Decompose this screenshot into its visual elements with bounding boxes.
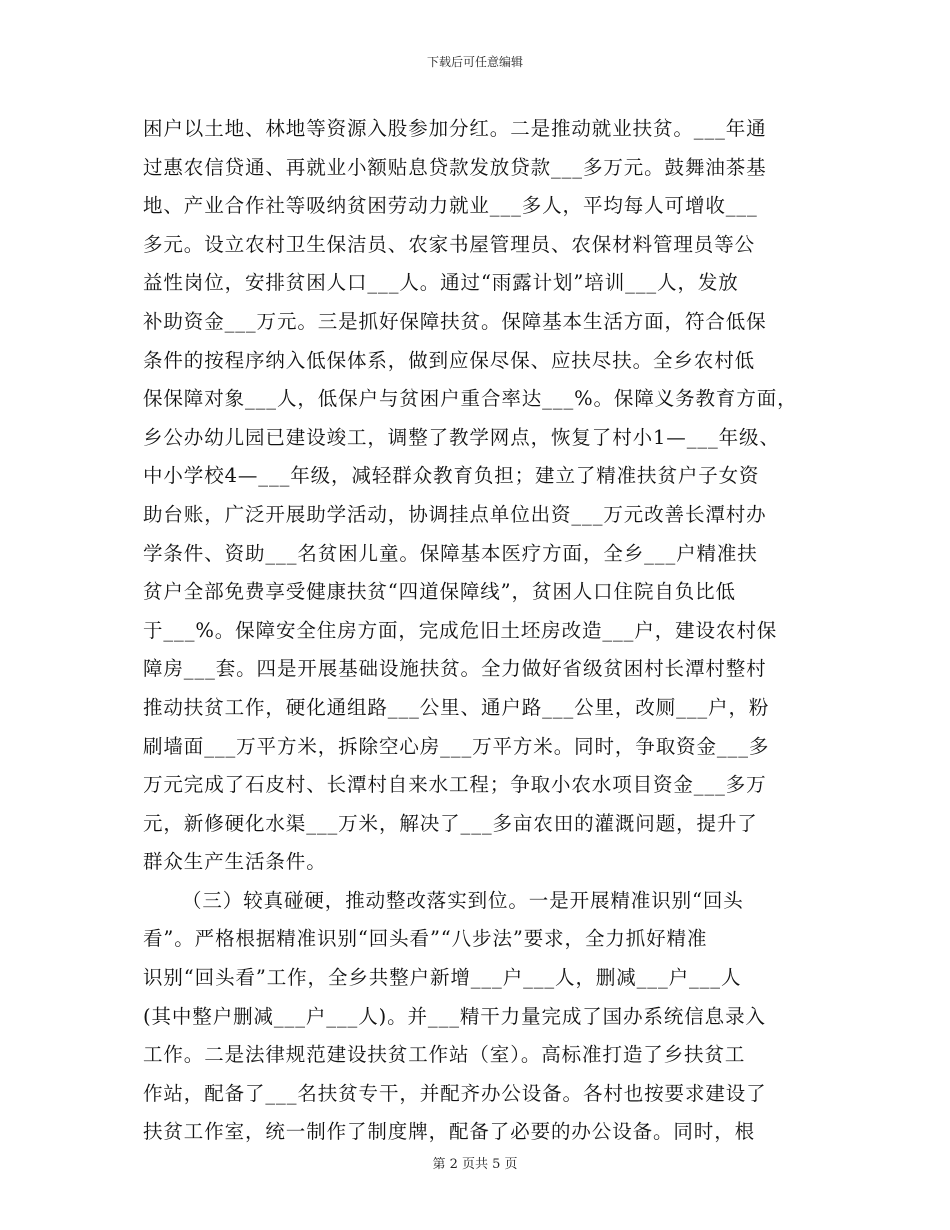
text-line: 刷墙面___万平方米，拆除空心房___万平方米。同时，争取资金___多 bbox=[143, 734, 770, 758]
text-line: 保保障对象___人，低保户与贫困户重合率达___%。保障义务教育方面， bbox=[143, 387, 798, 411]
text-line: 于___%。保障安全住房方面，完成危旧土坯房改造___户，建设农村保 bbox=[143, 618, 778, 642]
text-line: 推动扶贫工作，硬化通组路___公里、通户路___公里，改厕___户，粉 bbox=[143, 695, 770, 719]
text-line: 看”。严格根据精准识别“回头看”“八步法”要求，全力抓好精准 bbox=[143, 927, 708, 951]
text-line: 过惠农信贷通、再就业小额贴息贷款发放贷款___多万元。鼓舞油茶基 bbox=[143, 155, 767, 179]
text-line: 作站，配备了___名扶贫专干，并配齐办公设备。各村也按要求建设了 bbox=[143, 1081, 767, 1105]
page-number: 第 2 页共 5 页 bbox=[432, 1157, 518, 1172]
text-line: 贫户全部免费享受健康扶贫“四道保障线”，贫困人口住院自负比低 bbox=[143, 580, 736, 604]
text-line: 地、产业合作社等吸纳贫困劳动力就业___多人，平均每人可增收___ bbox=[143, 194, 758, 218]
page-header: 下载后可任意编辑 bbox=[426, 55, 523, 69]
section-heading-line: （三）较真碰硬，推动整改落实到位。一是开展精准识别“回头 bbox=[182, 888, 744, 912]
text-line: 助台账，广泛开展助学活动，协调挂点单位出资___万元改善长潭村办 bbox=[143, 502, 767, 526]
text-line: 多元。设立农村卫生保洁员、农家书屋管理员、农保材料管理员等公 bbox=[143, 232, 756, 256]
text-line: 群众生产生活条件。 bbox=[143, 850, 327, 874]
text-line: 工作。二是法律规范建设扶贫工作站（室）。高标准打造了乡扶贫工 bbox=[143, 1043, 746, 1067]
text-line: (其中整户删减___户___人)。并___精干力量完成了国办系统信息录入 bbox=[143, 1004, 766, 1028]
text-line: 扶贫工作室，统一制作了制度牌，配备了必要的办公设备。同时，根 bbox=[143, 1120, 756, 1144]
text-line: 学条件、资助___名贫困儿童。保障基本医疗方面，全乡___户精准扶 bbox=[143, 541, 758, 565]
text-line: 中小学校4—___年级，减轻群众教育负担；建立了精准扶贫户子女资 bbox=[143, 464, 760, 488]
text-line: 益性岗位，安排贫困人口___人。通过“雨露计划”培训___人，发放 bbox=[143, 271, 739, 295]
text-line: 元，新修硬化水渠___万米，解决了___多亩农田的灌溉问题，提升了 bbox=[143, 811, 758, 835]
text-line: 障房___套。四是开展基础设施扶贫。全力做好省级贫困村长潭村整村 bbox=[143, 657, 767, 681]
text-line: 补助资金___万元。三是抓好保障扶贫。保障基本生活方面，符合低保 bbox=[143, 309, 767, 333]
text-line: 万元完成了石皮村、长潭村自来水工程；争取小农水项目资金___多万 bbox=[143, 773, 767, 797]
text-line: 乡公办幼儿园已建设竣工，调整了教学网点，恢复了村小1—___年级、 bbox=[143, 425, 780, 449]
text-line: 识别“回头看”工作，全乡共整户新增___户___人，删减___户___人 bbox=[143, 966, 742, 990]
text-line: 条件的按程序纳入低保体系，做到应保尽保、应扶尽扶。全乡农村低 bbox=[143, 348, 756, 372]
document-body bbox=[143, 110, 803, 1152]
text-line: 困户以土地、林地等资源入股参加分红。二是推动就业扶贫。___年通 bbox=[143, 117, 767, 140]
